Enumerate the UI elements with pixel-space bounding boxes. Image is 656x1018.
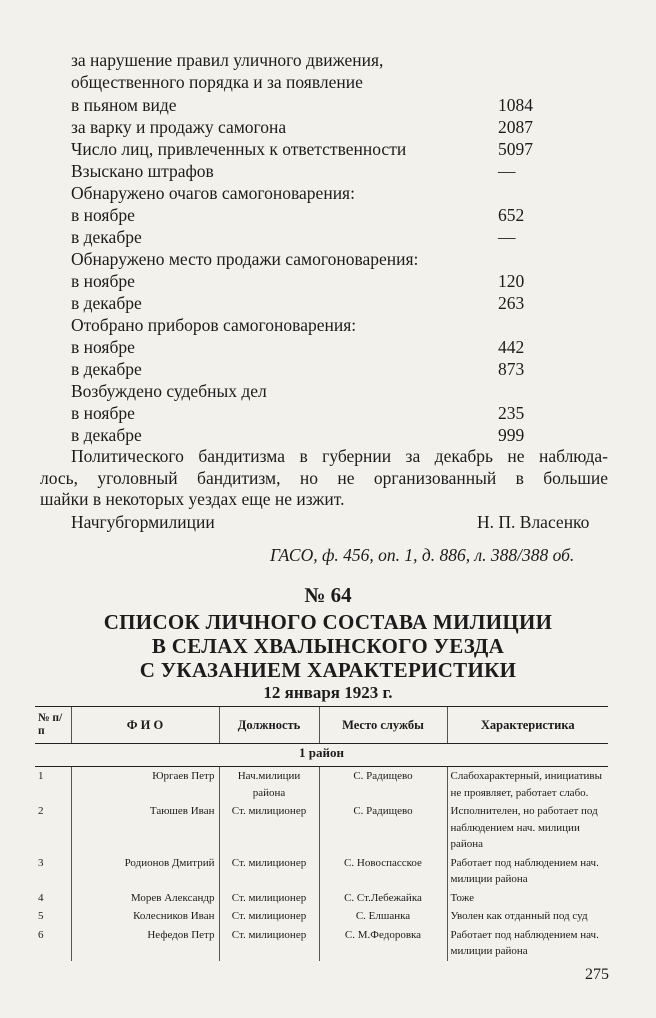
stat-label: в ноябре (71, 337, 135, 357)
row-place: С. Новоспасское (319, 854, 447, 889)
row-characteristic: Уволен как отданный под суд (447, 907, 608, 926)
row-characteristic: Исполнителен, но работает под наблюдением нач. милиции района (447, 802, 608, 854)
row-characteristic: Работает под наблюдением нач. милиции района (447, 926, 608, 961)
row-characteristic: Слабохарактерный, инициативы не проявляет, работает слабо. (447, 767, 608, 803)
stat-label: Число лиц, привлеченных к ответственности (71, 139, 407, 159)
header-place: Место службы (319, 707, 447, 744)
stat-value: 873 (498, 359, 525, 379)
signature-position: Начгубгормилиции (71, 512, 215, 532)
body-paragraph (40, 446, 608, 511)
row-place: С. Радищево (319, 767, 447, 803)
table-row (35, 907, 608, 926)
row-number: 1 (38, 770, 44, 782)
stat-label: общественного порядка и за появление (71, 72, 363, 92)
row-position: Ст. милиционер (219, 802, 319, 854)
row-number: 5 (38, 910, 44, 922)
stat-label: за варку и продажу самогона (71, 117, 287, 137)
document-title-line: С УКАЗАНИЕМ ХАРАКТЕРИСТИКИ (139, 658, 517, 682)
stat-label: Взыскано штрафов (71, 161, 214, 181)
stat-value: — (498, 161, 516, 181)
stat-label: в пьяном виде (71, 95, 177, 115)
document-title-line: СПИСОК ЛИЧНОГО СОСТАВА МИЛИЦИИ (103, 610, 553, 634)
table-row (35, 854, 608, 889)
header-number: № п/п (35, 707, 71, 744)
stat-label: в декабре (71, 227, 142, 247)
stat-value: 442 (498, 337, 525, 357)
stat-label: в ноябре (71, 403, 135, 423)
row-name: Колесников Иван (71, 907, 219, 926)
stat-label: Обнаружено очагов самогоноварения: (71, 183, 355, 203)
stat-label: в ноябре (71, 271, 135, 291)
row-place: С. Радищево (319, 802, 447, 854)
row-position: Ст. милиционер (219, 889, 319, 908)
paragraph-line: Политического бандитизма в губернии за декабрь не наблюда- (71, 446, 608, 466)
stat-value: 2087 (498, 117, 533, 137)
stat-label: за нарушение правил уличного движения, (71, 50, 384, 70)
table-row (35, 767, 608, 803)
stat-value: 652 (498, 205, 525, 225)
paragraph-line: лось, уголовный бандитизм, но не организованный в большие (40, 467, 608, 488)
row-name: Таюшев Иван (71, 802, 219, 854)
row-position: Нач.милиции района (219, 767, 319, 803)
signature-name: Н. П. Власенко (477, 512, 590, 532)
row-characteristic: Тоже (447, 889, 608, 908)
row-name: Юргаев Петр (71, 767, 219, 803)
row-position: Ст. милиционер (219, 926, 319, 961)
page-number: 275 (585, 966, 609, 983)
document-date: 12 января 1923 г. (263, 683, 393, 702)
table-row (35, 926, 608, 961)
row-position: Ст. милиционер (219, 854, 319, 889)
paragraph-line: шайки в некоторых уездах еще не изжит. (40, 489, 345, 509)
stat-label: в декабре (71, 293, 142, 313)
header-position: Должность (219, 707, 319, 744)
document-number: № 64 (304, 583, 352, 607)
stat-label: Отобрано приборов самогоноварения: (71, 315, 357, 335)
personnel-table (35, 706, 608, 961)
row-number: 3 (38, 856, 44, 869)
row-name: Морев Александр (71, 889, 219, 908)
stat-label: в ноябре (71, 205, 135, 225)
row-characteristic: Работает под наблюдением нач. милиции района (447, 854, 608, 889)
stat-label: в декабре (71, 425, 142, 445)
row-place: С. Елшанка (319, 907, 447, 926)
stat-value: 263 (498, 293, 525, 313)
stat-value: 5097 (498, 139, 533, 159)
row-place: С. Ст.Лебежайка (319, 889, 447, 908)
stat-value: 235 (498, 403, 525, 423)
row-number: 6 (38, 928, 44, 941)
row-number: 4 (38, 891, 44, 904)
row-number: 2 (38, 805, 44, 817)
row-place: С. М.Федоровка (319, 926, 447, 961)
stat-label: Возбуждено судебных дел (71, 381, 267, 401)
archive-source: ГАСО, ф. 456, оп. 1, д. 886, л. 388/388 об. (270, 545, 575, 565)
stat-label: Обнаружено место продажи самогоноварения: (71, 249, 419, 269)
section-title: 1 район (35, 744, 608, 767)
stat-value: 1084 (498, 95, 533, 115)
table-header-row (35, 707, 608, 744)
stat-value: 999 (498, 425, 525, 445)
row-name: Родионов Дмитрий (71, 854, 219, 889)
stat-value: 120 (498, 271, 525, 291)
stat-label: в декабре (71, 359, 142, 379)
table-row (35, 802, 608, 854)
row-position: Ст. милиционер (219, 907, 319, 926)
row-name: Нефедов Петр (71, 926, 219, 961)
stat-value: — (498, 227, 516, 247)
header-characteristic: Характеристика (447, 707, 608, 744)
table-row (35, 889, 608, 908)
document-title-line: В СЕЛАХ ХВАЛЫНСКОГО УЕЗДА (151, 634, 505, 658)
table-section-row (35, 744, 608, 767)
header-name: Ф И О (71, 707, 219, 744)
